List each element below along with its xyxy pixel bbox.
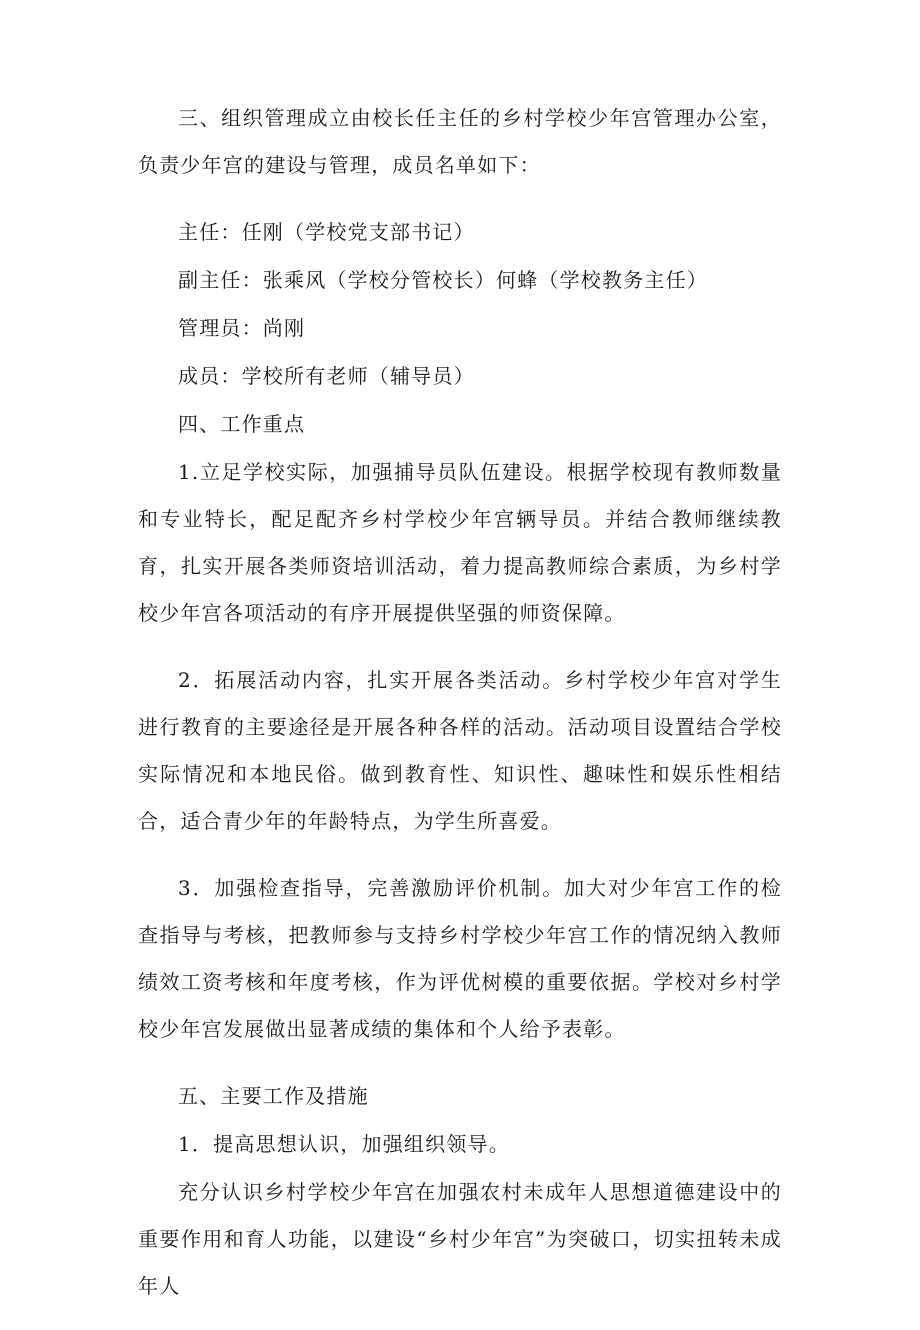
members-line: 成员：学校所有老师（辅导员） (178, 364, 475, 388)
work-focus-item-3: 3．加强检查指导，完善激励评价机制。加大对少年宫工作的检查指导与考核，把教师参与支持乡村学校少年宫工作的情况纳入教师绩效工资考核和年度考核，作为评优树模的重要依据。学校对乡村学校少年宫发展做出显著成绩的集体和个人给予表彰。 (138, 876, 782, 1041)
section-five-heading: 五、主要工作及措施 (178, 1084, 369, 1108)
measure-item-1-heading: 1．提高思想认识，加强组织领导。 (178, 1132, 510, 1156)
director-line: 主任：任刚（学校党支部书记） (178, 220, 475, 244)
deputy-director-line: 副主任：张乘风（学校分管校长）何蜂（学校教务主任） (178, 268, 708, 292)
work-focus-item-2: 2．拓展活动内容，扎实开展各类活动。乡村学校少年宫对学生进行教育的主要途径是开展各种各样的活动。活动项目设置结合学校实际情况和本地民俗。做到教育性、知识性、趣味性和娱乐性相结合，适合青少年的年龄特点，为学生所喜爱。 (138, 668, 782, 833)
section-four-heading: 四、工作重点 (178, 412, 306, 436)
work-focus-item-1: 1.立足学校实际，加强捕导员队伍建设。根据学校现有教师数量和专业特长，配足配齐乡村学校少年宫辆导员。并结合教师继续教育，扎实开展各类师资培训活动，着力提高教师综合素质，为乡村学校少年宫各项活动的有序开展提供坚强的师资保障。 (138, 460, 782, 625)
section-three-paragraph: 三、组织管理成立由校长任主任的乡村学校少年宫管理办公室，负责少年宫的建设与管理，成员名单如下： (138, 106, 782, 177)
measure-item-1-paragraph: 充分认识乡村学校少年宫在加强农村未成年人思想道德建设中的重要作用和育人功能，以建设“乡村少年宫”为突破口，切实扭转未成年人 (138, 1180, 782, 1298)
document-body (138, 95, 782, 1330)
administrator-line: 管理员：尚刚 (178, 316, 306, 340)
